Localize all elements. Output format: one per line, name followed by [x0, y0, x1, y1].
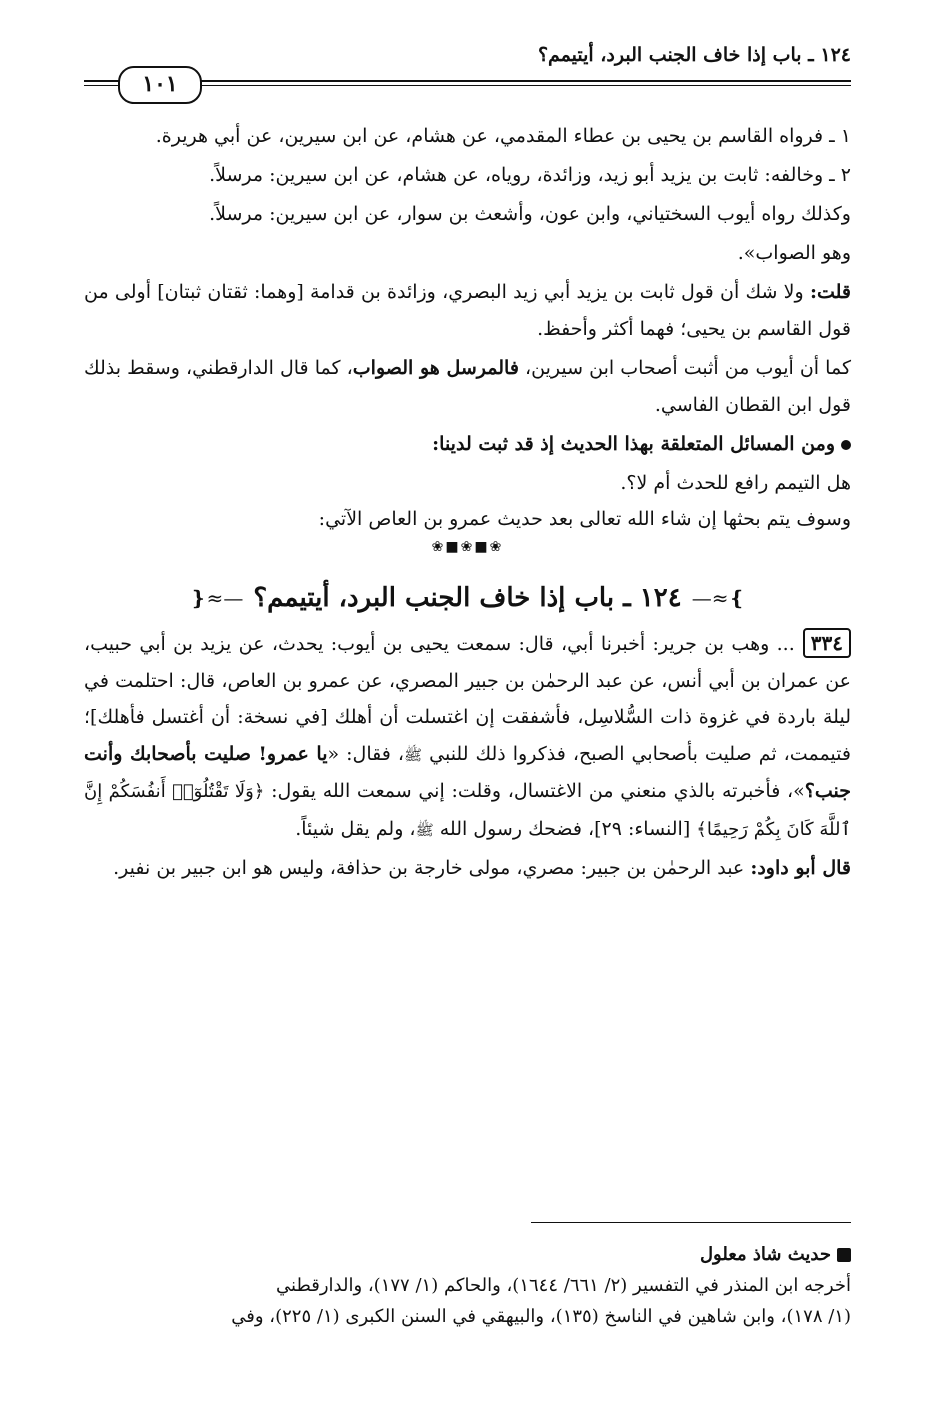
- footnote-heading-text: حديث شاذ معلول: [699, 1244, 831, 1265]
- salla-icon: ﷺ: [403, 745, 423, 764]
- paragraph-1: ١ ـ فرواه القاسم بن يحيى بن عطاء المقدمي، عن هشام، عن ابن سيرين، عن أبي هريرة.: [155, 125, 851, 147]
- issues-question: هل التيمم رافع للحدث أم لا؟.: [620, 472, 851, 494]
- issues-heading-text: ومن المسائل المتعلقة بهذا الحديث إذ قد ثبت لدينا:: [432, 433, 835, 455]
- qult-text: ولا شك أن قول ثابت بن يزيد أبي زيد البصري، وزائدة بن قدامة [وهما: ثقتان ثبتان] أولى من قول القاسم بن يحيى؛ فهما أكثر وأحفظ.: [84, 281, 851, 340]
- hadith-text-4: ، ولم يقل شيئاً.: [295, 817, 416, 840]
- footnote: [84, 1240, 851, 1332]
- abu-dawud-text: عبد الرحمٰن بن جبير: مصري، مولى خارجة بن حذافة، وليس هو ابن جبير بن نفير.: [113, 857, 751, 879]
- paragraph-3: وكذلك رواه أيوب السختياني، وابن عون، وأشعث بن سوار، عن ابن سيرين: مرسلاً.: [209, 203, 851, 225]
- page-number: ١٠١: [118, 66, 202, 104]
- chapter-title: ١٢٤ ـ باب إذا خاف الجنب البرد، أيتيمم؟: [253, 583, 682, 613]
- chapter-heading: [84, 576, 851, 620]
- hadith-paragraph: [84, 626, 851, 848]
- hadith-quote: يا عمرو! صليت بأصحابك وأنت جنب؟: [84, 742, 851, 802]
- issues-heading: [84, 426, 851, 463]
- hadith-text-1: ... وهب بن جرير: أخبرنا أبي، قال: سمعت يحيى بن أيوب: يحدث، عن يزيد بن أبي حبيب، عن عمران بن أبي أنس، عن عبد الرحمٰن بن جبير المصري، عن عمرو بن العاص، قال: احتلمت في ليلة باردة في غزوة ذات السُّلاسِل، فأشفقت إن اغتسلت أن أهلك [في نسخة: أن أغتسل فأهلك]؛ فتيممت، ثم صليت بأصحابي الصبح، فذكروا ذلك للنبي: [84, 633, 851, 765]
- hadith-text-2: ، فقال: «: [327, 742, 404, 765]
- abu-dawud-label: قال أبو داود:: [750, 857, 851, 879]
- hadith-text-3: »، فأخبرته بالذي منعني من الاغتسال، وقلت: إني سمعت الله يقول:: [264, 780, 805, 802]
- ayyub-after: ، كما قال الدارقطني، وسقط بذلك قول ابن القطان الفاسي.: [84, 357, 851, 416]
- divider-ornament-icon: ❀■❀■❀: [431, 539, 504, 555]
- quran-verse: ﴿وَلَا تَقْتُلُوٓا۟ أَنفُسَكُمْ إِنَّ ٱللَّهَ كَانَ بِكُمْ رَحِيمًا﴾: [84, 781, 851, 840]
- paragraph-2: ٢ ـ وخالفه: ثابت بن يزيد أبو زيد، وزائدة، روياه، عن هشام، عن ابن سيرين: مرسلاً.: [209, 164, 851, 186]
- issues-note: وسوف يتم بحثها إن شاء الله تعالى بعد حديث عمرو بن العاص الآتي:: [318, 508, 851, 530]
- footnote-line-2: (١/ ١٧٨)، وابن شاهين في الناسخ (١٣٥)، والبيهقي في السنن الكبرى (١/ ٢٢٥)، وفي: [231, 1306, 851, 1327]
- footnote-heading: [84, 1240, 851, 1270]
- ayyub-paragraph: [84, 350, 851, 424]
- ayyub-before: كما أن أيوب من أثبت أصحاب ابن سيرين،: [518, 357, 852, 379]
- running-title: ١٢٤ ـ باب إذا خاف الجنب البرد، أيتيمم؟: [537, 44, 851, 66]
- ayyub-bold: فالمرسل هو الصواب: [352, 357, 519, 379]
- footnote-line-1: أخرجه ابن المنذر في التفسير (٢/ ٦٦١/ ١٦٤٤)، والحاكم (١/ ١٧٧)، والدارقطني: [276, 1275, 851, 1296]
- chapter-ornament-right-icon: ❵≈—: [691, 586, 746, 610]
- chapter-ornament-left-icon: —≈❴: [189, 586, 244, 610]
- salla-icon-2: ﷺ: [415, 820, 434, 839]
- abu-dawud-paragraph: [84, 850, 851, 887]
- hadith-ref: [النساء: ٢٩]، فضحك رسول الله: [433, 817, 697, 840]
- hadith-number: ٣٣٤: [803, 628, 851, 658]
- bullet-icon: [841, 440, 851, 450]
- qult-paragraph: [84, 274, 851, 348]
- main-text: [84, 118, 851, 889]
- note-icon: [837, 1248, 851, 1262]
- qult-label: قلت:: [809, 281, 851, 303]
- paragraph-4: وهو الصواب».: [737, 242, 851, 264]
- footnote-separator: [531, 1222, 851, 1223]
